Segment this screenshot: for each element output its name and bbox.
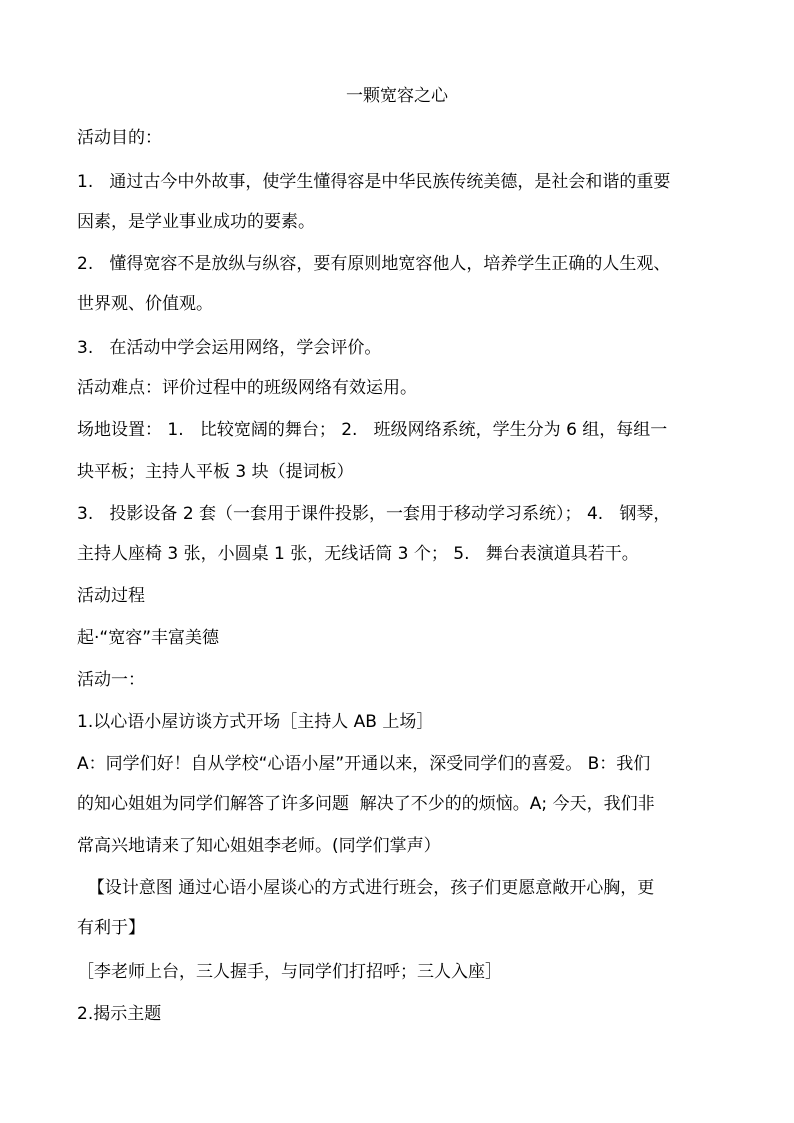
stage-direction: ［李老师上台，三人握手，与同学们打招呼；三人入座］ bbox=[77, 962, 502, 982]
step-2-heading: 2.揭示主题 bbox=[77, 1004, 162, 1024]
difficulty-line: 活动难点：评价过程中的班级网络有效运用。 bbox=[77, 378, 417, 398]
venue-line-2: 块平板；主持人平板 3 块（提词板） bbox=[77, 462, 354, 482]
venue-line-1: 场地设置： 1. 比较宽阔的舞台； 2. 班级网络系统，学生分为 6 组，每组一 bbox=[77, 420, 668, 440]
section-heading-objectives: 活动目的： bbox=[77, 128, 162, 148]
equipment-line-2: 主持人座椅 3 张，小圆桌 1 张，无线话筒 3 个； 5. 舞台表演道具若干。 bbox=[77, 544, 639, 564]
dialogue-line-1: A：同学们好！自从学校“心语小屋”开通以来，深受同学们的喜爱。 B：我们 bbox=[77, 754, 651, 774]
objective-2-line-2: 世界观、价值观。 bbox=[77, 294, 213, 314]
activity-heading: 活动一： bbox=[77, 670, 145, 690]
dialogue-line-3: 常高兴地请来了知心姐姐李老师。(同学们掌声） bbox=[77, 836, 441, 856]
subsection-heading: 起·“宽容”丰富美德 bbox=[77, 628, 220, 648]
design-intent-line-2: 有利于】 bbox=[77, 918, 145, 938]
objective-2-line-1: 2. 懂得宽容不是放纵与纵容，要有原则地宽容他人，培养学生正确的人生观、 bbox=[77, 254, 671, 274]
design-intent-line-1: 【设计意图 通过心语小屋谈心的方式进行班会，孩子们更愿意敞开心胸，更 bbox=[77, 878, 655, 898]
step-1-heading: 1.以心语小屋访谈方式开场［主持人 AB 上场］ bbox=[77, 712, 434, 732]
objective-1-line-2: 因素，是学业事业成功的要素。 bbox=[77, 212, 315, 232]
objective-3: 3. 在活动中学会运用网络，学会评价。 bbox=[77, 338, 382, 358]
section-heading-process: 活动过程 bbox=[77, 586, 145, 606]
dialogue-line-2: 的知心姐姐为同学们解答了许多问题 解决了不少的的烦恼。A; 今天，我们非 bbox=[77, 794, 655, 814]
objective-1-line-1: 1. 通过古今中外故事，使学生懂得容是中华民族传统美德，是社会和谐的重要 bbox=[77, 172, 671, 192]
equipment-line-1: 3. 投影设备 2 套（一套用于课件投影，一套用于移动学习系统）； 4. 钢琴， bbox=[77, 504, 671, 524]
document-title: 一颗宽容之心 bbox=[346, 86, 448, 106]
